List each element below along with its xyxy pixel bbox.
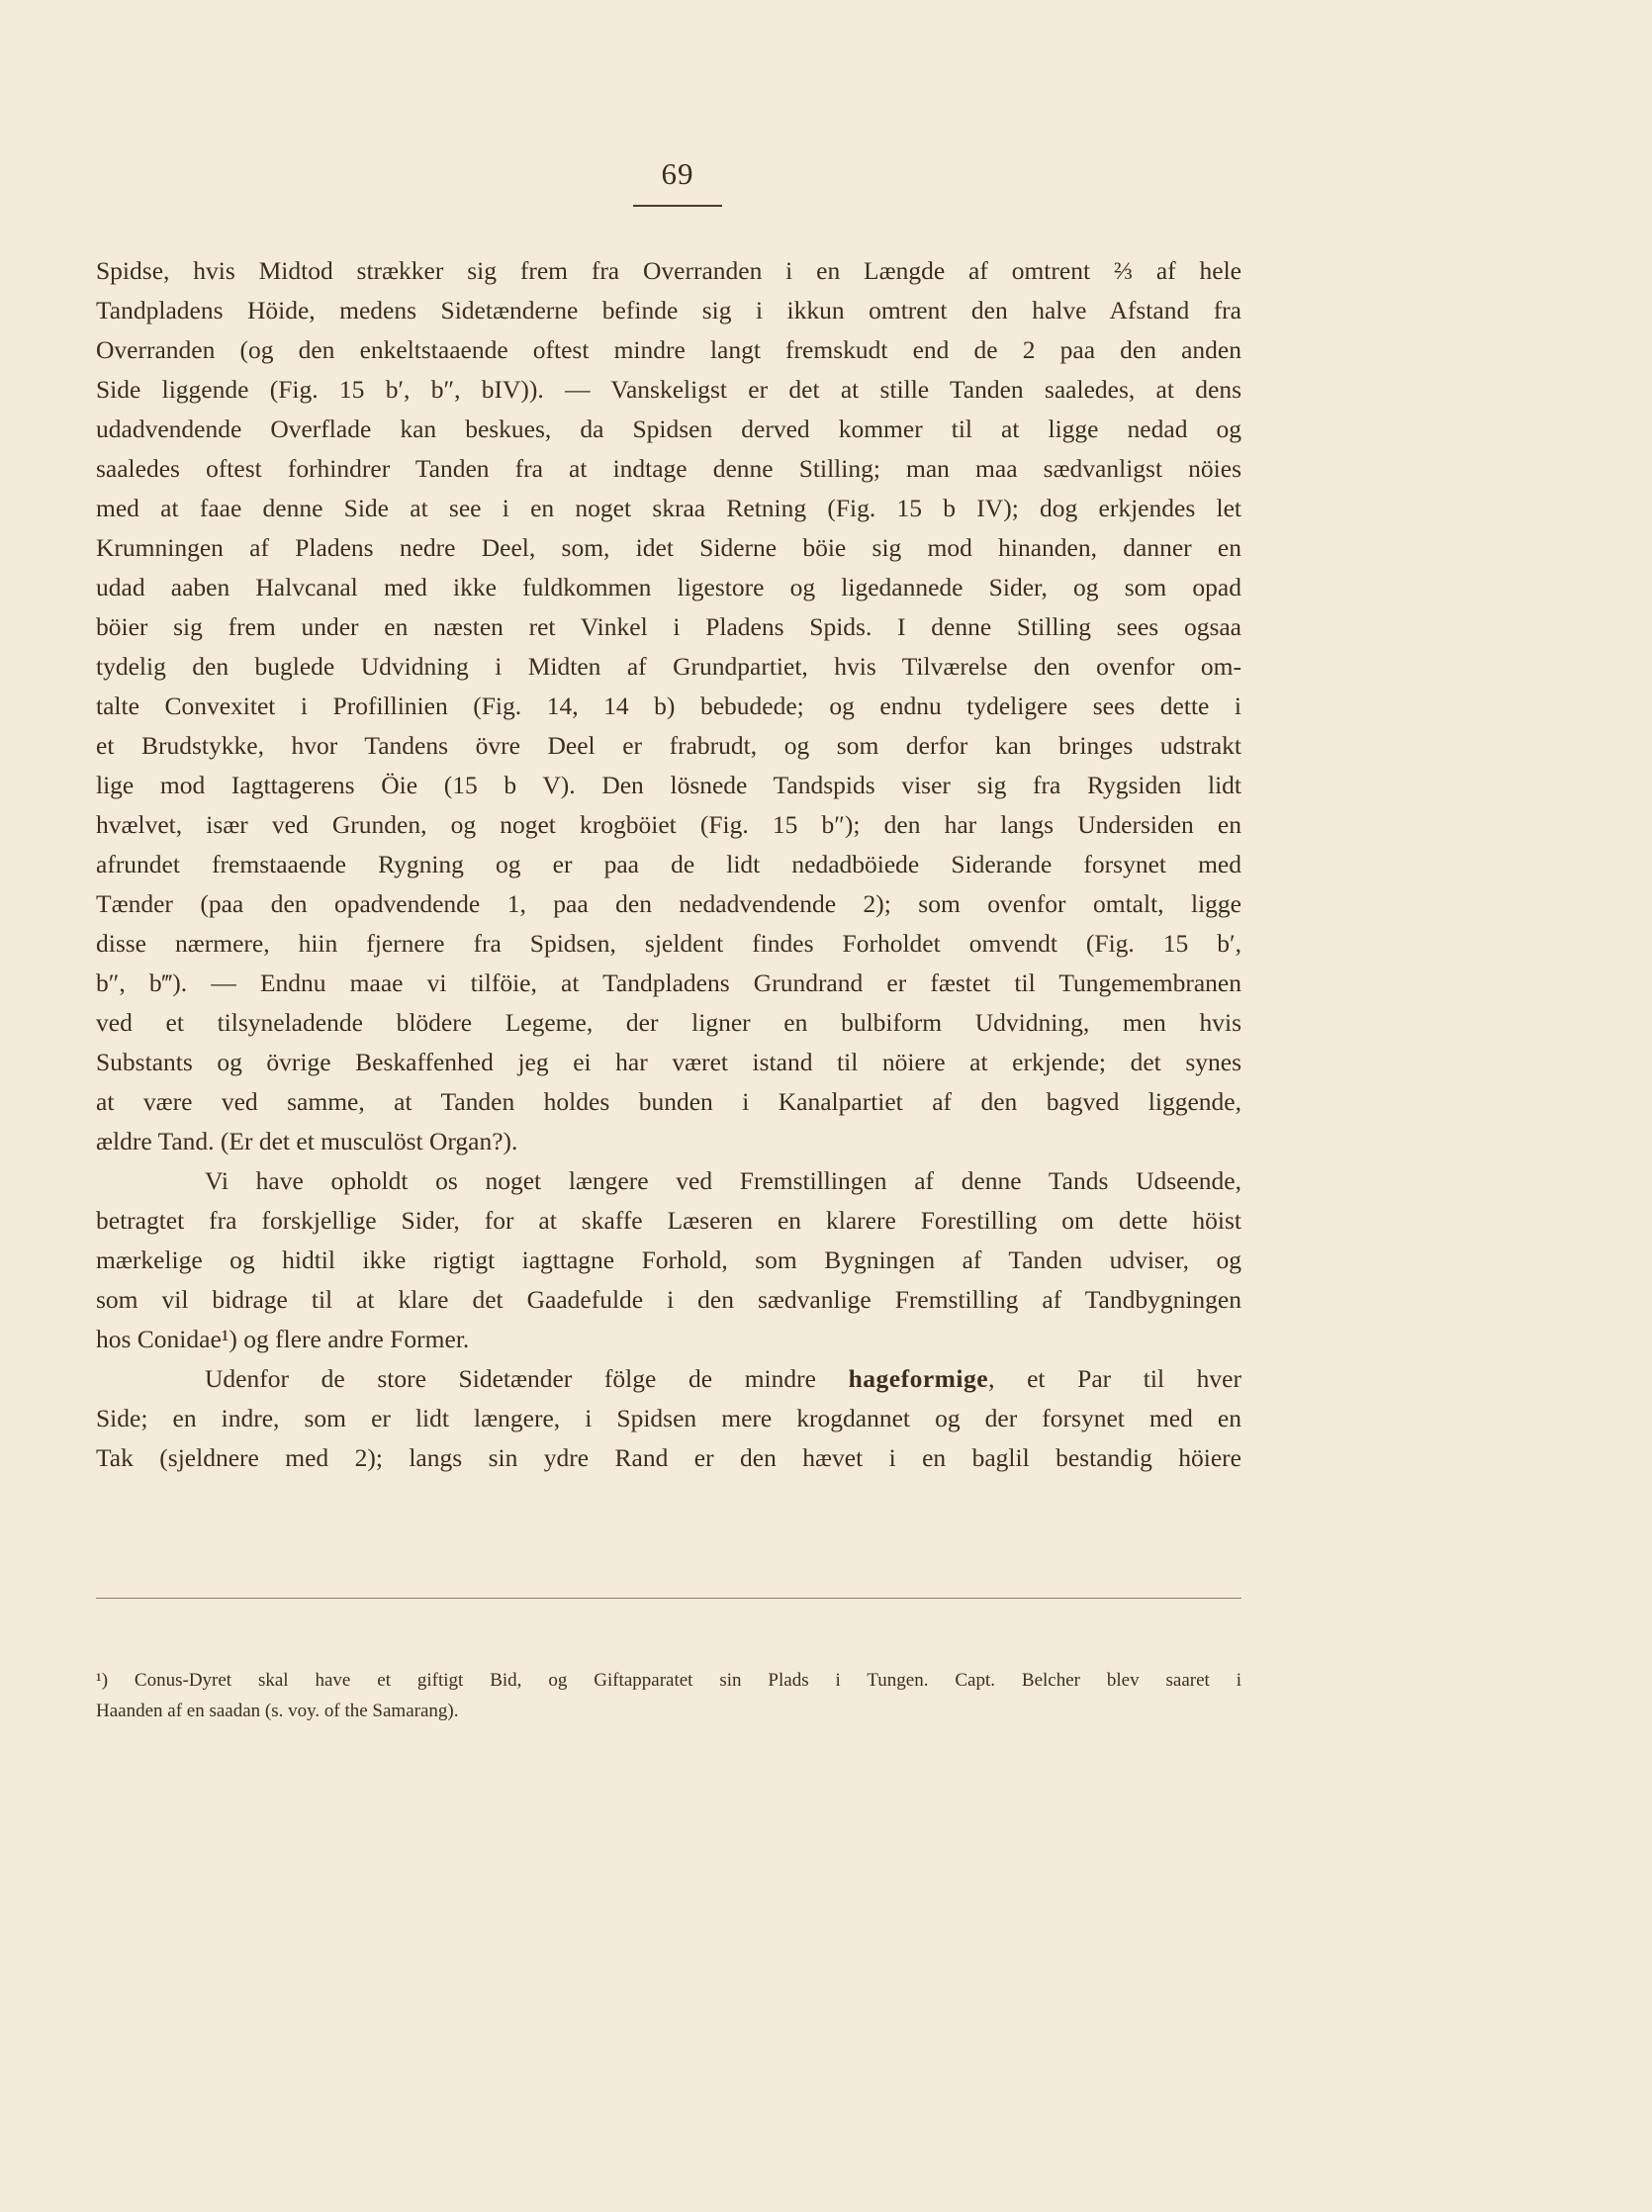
text-line: Tænder (paa den opadvendende 1, paa den nedadvendende 2); som ovenfor omtalt, ligge	[96, 889, 1241, 918]
text-line: böier sig frem under en næsten ret Vinkel i Pladens Spids. I denne Stilling sees ogsaa	[96, 612, 1241, 641]
page-number: 69	[661, 156, 694, 191]
text-line: tydelig den buglede Udvidning i Midten af Grundpartiet, hvis Tilværelse den ovenfor om-	[96, 652, 1241, 681]
text-line: talte Convexitet i Profillinien (Fig. 14, 14 b) bebudede; og endnu tydeligere sees dette i	[96, 691, 1241, 720]
text-line: Tak (sjeldnere med 2); langs sin ydre Rand er den hævet i en baglil bestandig höiere	[96, 1443, 1241, 1472]
text-line: lige mod Iagttagerens Öie (15 b V). Den lösnede Tandspids viser sig fra Rygsiden lidt	[96, 771, 1241, 799]
text-line	[96, 1359, 1241, 1399]
text-line: ved et tilsyneladende blödere Legeme, der ligner en bulbiform Udvidning, men hvis	[96, 1008, 1241, 1037]
footnote-line: Haanden af en saadan (s. voy. of the Samarang).	[96, 1701, 459, 1721]
text-line: Substants og övrige Beskaffenhed jeg ei har været istand til nöiere at erkjende; det synes	[96, 1048, 1241, 1076]
footnote-line: ¹) Conus-Dyret skal have et giftigt Bid, og Giftapparatet sin Plads i Tungen. Capt. Belcher blev saaret i	[96, 1670, 1241, 1691]
text-line: Spidse, hvis Midtod strækker sig frem fra Overranden i en Længde af omtrent ⅔ af hele	[96, 256, 1241, 285]
text-line: et Brudstykke, hvor Tandens övre Deel er frabrudt, og som derfor kan bringes udstrakt	[96, 731, 1241, 760]
body-text	[96, 251, 1241, 1478]
text-line: at være ved samme, at Tanden holdes bunden i Kanalpartiet af den bagved liggende,	[96, 1087, 1241, 1116]
text-segment: , et Par til hver	[988, 1364, 1241, 1393]
text-line: med at faae denne Side at see i en noget skraa Retning (Fig. 15 b IV); dog erkjendes let	[96, 494, 1241, 522]
text-line: saaledes oftest forhindrer Tanden fra at indtage denne Stilling; man maa sædvanligst nöies	[96, 454, 1241, 483]
text-line: ældre Tand. (Er det et musculöst Organ?).	[96, 1127, 518, 1155]
text-line: Tandpladens Höide, medens Sidetænderne befinde sig i ikkun omtrent den halve Afstand fra	[96, 296, 1241, 324]
text-line: Side liggende (Fig. 15 b′, b″, bIV)). — Vanskeligst er det at stille Tanden saaledes, at dens	[96, 375, 1241, 404]
text-line: b″, b‴). — Endnu maae vi tilföie, at Tandpladens Grundrand er fæstet til Tungemembranen	[96, 968, 1241, 997]
text-line: betragtet fra forskjellige Sider, for at skaffe Læseren en klarere Forestilling om dette höist	[96, 1206, 1241, 1235]
footnote	[96, 1665, 1241, 1726]
text-line: Krumningen af Pladens nedre Deel, som, idet Siderne böie sig mod hinanden, danner en	[96, 533, 1241, 562]
text-line: disse nærmere, hiin fjernere fra Spidsen, sjeldent findes Forholdet omvendt (Fig. 15 b′,	[96, 929, 1241, 958]
text-line: afrundet fremstaaende Rygning og er paa de lidt nedadböiede Siderande forsynet med	[96, 850, 1241, 878]
text-segment: Udenfor de store Sidetænder fölge de mindre	[205, 1364, 816, 1393]
text-line: Vi have opholdt os noget længere ved Fremstillingen af denne Tands Udseende,	[205, 1166, 1241, 1195]
text-line: hvælvet, især ved Grunden, og noget krogböiet (Fig. 15 b″); den har langs Undersiden en	[96, 810, 1241, 839]
text-line: hos Conidae¹) og flere andre Former.	[96, 1325, 470, 1353]
text-line: som vil bidrage til at klare det Gaadefulde i den sædvanlige Fremstilling af Tandbygningen	[96, 1285, 1241, 1314]
footnote-separator	[96, 1598, 1241, 1599]
text-line: Overranden (og den enkeltstaaende oftest mindre langt fremskudt end de 2 paa den anden	[96, 335, 1241, 364]
text-line: Side; en indre, som er lidt længere, i Spidsen mere krogdannet og der forsynet med en	[96, 1404, 1241, 1432]
emphasized-term: hageformige	[848, 1364, 989, 1393]
text-line: udad aaben Halvcanal med ikke fuldkommen ligestore og ligedannede Sider, og som opad	[96, 573, 1241, 601]
page-number-rule	[633, 205, 722, 207]
text-line: mærkelige og hidtil ikke rigtigt iagttagne Forhold, som Bygningen af Tanden udviser, og	[96, 1245, 1241, 1274]
text-line: udadvendende Overflade kan beskues, da Spidsen derved kommer til at ligge nedad og	[96, 415, 1241, 443]
